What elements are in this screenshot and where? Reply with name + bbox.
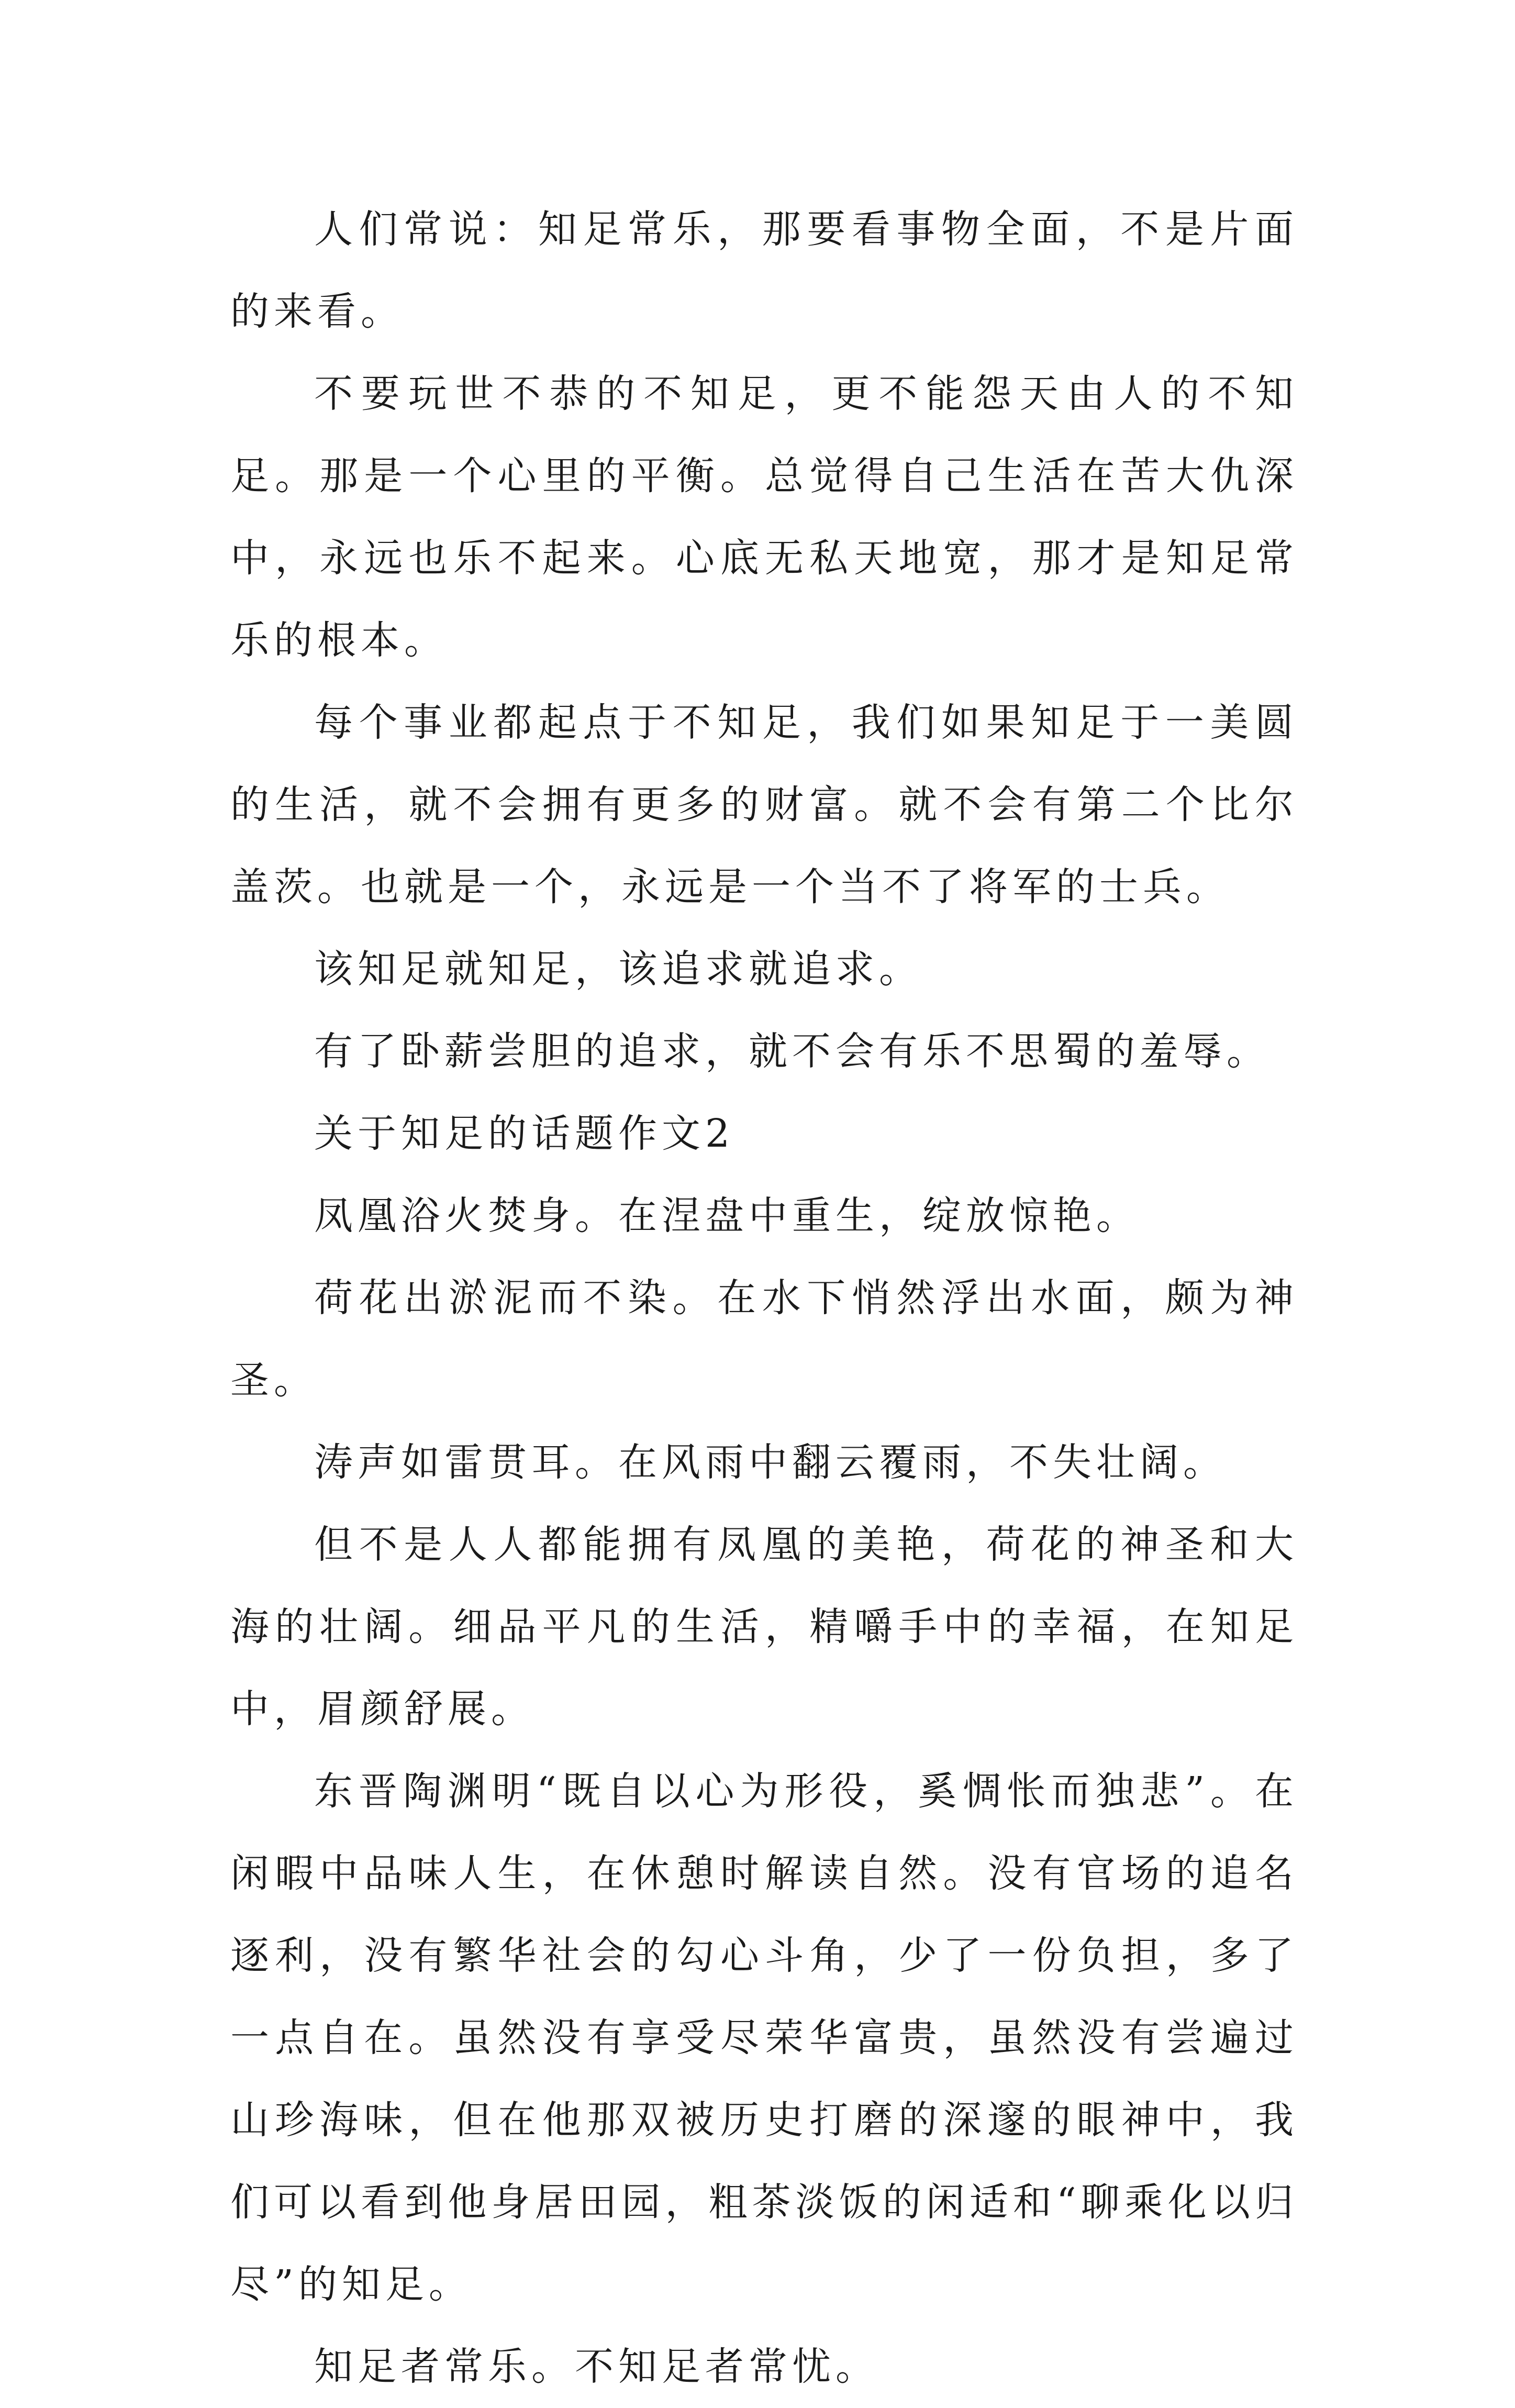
paragraph: 但不是人人都能拥有凤凰的美艳，荷花的神圣和大海的壮阔。细品平凡的生活，精嚼手中的幸福，在知足中，眉颜舒展。 [230, 1522, 1298, 1732]
paragraph: 每个事业都起点于不知足，我们如果知足于一美圆的生活，就不会拥有更多的财富。就不会有第二个比尔盖茨。也就是一个，永远是一个当不了将军的士兵。 [230, 700, 1298, 909]
paragraph: 东晋陶渊明“既自以心为形役，奚惆怅而独悲”。在闲暇中品味人生，在休憩时解读自然。没有官场的追名逐利，没有繁华社会的勾心斗角，少了一份负担，多了一点自在。虽然没有享受尽荣华富贵，虽然没有尝遍过山珍海味，但在他那双被历史打磨的深邃的眼神中，我们可以看到他身居田园，粗茶淡饭的闲适和“聊乘化以归尽”的知足。 [230, 1769, 1298, 2307]
paragraph: 该知足就知足，该追求就追求。 [314, 947, 922, 992]
paragraph: 知足者常乐。不知足者常忧。 [314, 2344, 879, 2389]
paragraph: 荷花出淤泥而不染。在水下悄然浮出水面，颇为神圣。 [230, 1275, 1298, 1403]
paragraph: 不要玩世不恭的不知足，更不能怨天由人的不知足。那是一个心里的平衡。总觉得自己生活在苦大仇深中，永远也乐不起来。心底无私天地宽，那才是知足常乐的根本。 [230, 371, 1298, 663]
section-heading: 关于知足的话题作文2 [314, 1111, 735, 1156]
paragraph: 涛声如雷贯耳。在风雨中翻云覆雨，不失壮阔。 [314, 1440, 1227, 1485]
paragraph: 凤凰浴火焚身。在涅盘中重生，绽放惊艳。 [314, 1193, 1140, 1238]
document-body [230, 188, 1298, 2408]
paragraph: 人们常说：知足常乐，那要看事物全面，不是片面的来看。 [230, 207, 1298, 334]
paragraph: 有了卧薪尝胆的追求，就不会有乐不思蜀的羞辱。 [314, 1029, 1270, 1074]
